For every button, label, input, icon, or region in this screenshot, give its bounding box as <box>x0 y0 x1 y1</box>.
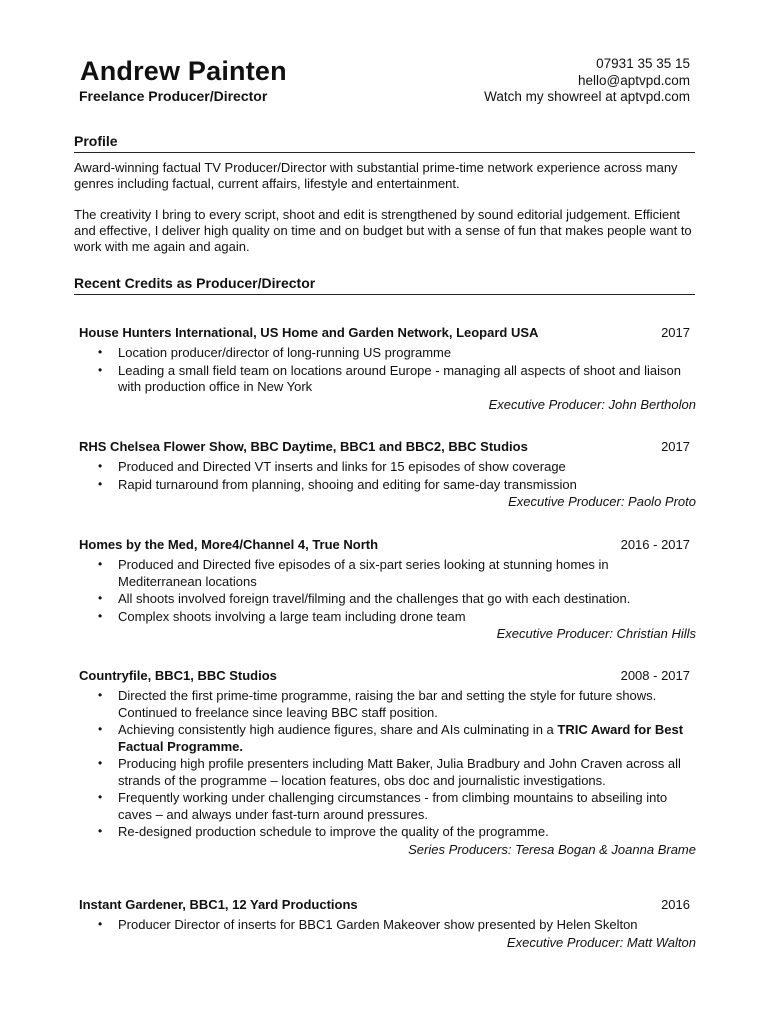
bullet-icon: • <box>98 824 103 838</box>
bullet-icon: • <box>98 362 103 377</box>
candidate-name: Andrew Painten <box>80 56 287 86</box>
credit-bullet: • Rapid turnaround from planning, shooing and editing for same-day transmission <box>98 476 577 492</box>
credit-entry <box>79 668 696 858</box>
executive-producer: Executive Producer: Christian Hills <box>496 626 696 641</box>
credit-year: 2016 <box>661 897 690 912</box>
credit-entry <box>79 325 696 413</box>
bullet-icon: • <box>98 459 103 473</box>
award-highlight: TRIC Award for Best Factual Programme. <box>118 722 684 754</box>
credit-bullet: • Frequently working under challenging circumstances - from climbing mountains to abseiling into caves – and always under fast-turn around pressures. <box>98 790 668 822</box>
credits-heading: Recent Credits as Producer/Director <box>74 275 695 295</box>
credit-year: 2017 <box>661 439 690 454</box>
credit-bullet: • Re-designed production schedule to improve the quality of the programme. <box>98 824 549 839</box>
bullet-icon: • <box>98 756 103 770</box>
bullet-icon: • <box>98 790 103 804</box>
executive-producer: Executive Producer: John Bertholon <box>488 396 696 412</box>
credit-title: Instant Gardener, BBC1, 12 Yard Productions <box>79 897 358 912</box>
credit-year: 2017 <box>661 325 690 340</box>
profile-paragraph-2: The creativity I bring to every script, shoot and edit is strengthened by sound editorial judgement. Efficient and effective, I deliver high quality on time and on budget but with a sense of fun that makes people want to work with me again and again. <box>74 207 692 254</box>
email-address: hello@aptvpd.com <box>577 72 690 88</box>
bullet-icon: • <box>98 557 103 571</box>
executive-producer: Executive Producer: Paolo Proto <box>508 494 696 509</box>
credit-year: 2016 - 2017 <box>620 537 690 552</box>
credit-entry <box>79 537 696 642</box>
executive-producer: Executive Producer: Matt Walton <box>506 934 696 950</box>
candidate-title: Freelance Producer/Director <box>79 88 268 104</box>
series-producers: Series Producers: Teresa Bogan & Joanna Brame <box>408 841 696 857</box>
credit-bullet: • Achieving consistently high audience figures, share and AIs culminating in a TRIC Award for Best Factual Programme. <box>98 722 684 754</box>
credit-year: 2008 - 2017 <box>620 668 690 683</box>
phone-number: 07931 35 35 15 <box>596 56 690 71</box>
bullet-icon: • <box>98 591 103 605</box>
credit-title: Countryfile, BBC1, BBC Studios <box>79 668 277 683</box>
credit-bullet: • Directed the first prime-time programme, raising the bar and setting the style for future shows. Continued to freelance since leaving BBC staff position. <box>98 688 657 720</box>
bullet-icon: • <box>98 476 103 491</box>
bullet-icon: • <box>98 608 103 623</box>
credit-bullet: • Leading a small field team on locations around Europe - managing all aspects of shoot and liaison with production office in New York <box>98 362 681 394</box>
bullet-icon: • <box>98 688 103 702</box>
credit-bullet: • Produced and Directed five episodes of a six-part series looking at stunning homes in Mediterranean locations <box>98 557 609 589</box>
credit-bullet: • Producer Director of inserts for BBC1 Garden Makeover show presented by Helen Skelton <box>98 917 638 932</box>
credit-bullet: • Location producer/director of long-running US programme <box>98 345 452 360</box>
credit-bullet: • Produced and Directed VT inserts and links for 15 episodes of show coverage <box>98 459 566 474</box>
contact-block <box>484 56 690 106</box>
bullet-icon: • <box>98 917 103 931</box>
credit-entry <box>79 897 696 951</box>
credit-title: House Hunters International, US Home and Garden Network, Leopard USA <box>79 325 539 340</box>
profile-paragraph-1: Award-winning factual TV Producer/Director with substantial prime-time network experience across many genres including factual, current affairs, lifestyle and entertainment. <box>74 160 678 191</box>
showreel-link: Watch my showreel at aptvpd.com <box>484 89 690 104</box>
credit-entry <box>79 439 696 510</box>
credit-bullet: • All shoots involved foreign travel/filming and the challenges that go with each destination. <box>98 591 631 606</box>
credit-title: Homes by the Med, More4/Channel 4, True North <box>79 537 379 552</box>
credit-title: RHS Chelsea Flower Show, BBC Daytime, BBC1 and BBC2, BBC Studios <box>79 439 528 454</box>
credit-bullet: • Complex shoots involving a large team including drone team <box>98 608 466 624</box>
credit-bullet: • Producing high profile presenters including Matt Baker, Julia Bradbury and John Craven across all strands of the programme – location features, obs doc and journalistic investigations. <box>98 756 681 788</box>
profile-heading: Profile <box>74 133 695 153</box>
bullet-icon: • <box>98 345 103 359</box>
bullet-icon: • <box>98 722 103 736</box>
